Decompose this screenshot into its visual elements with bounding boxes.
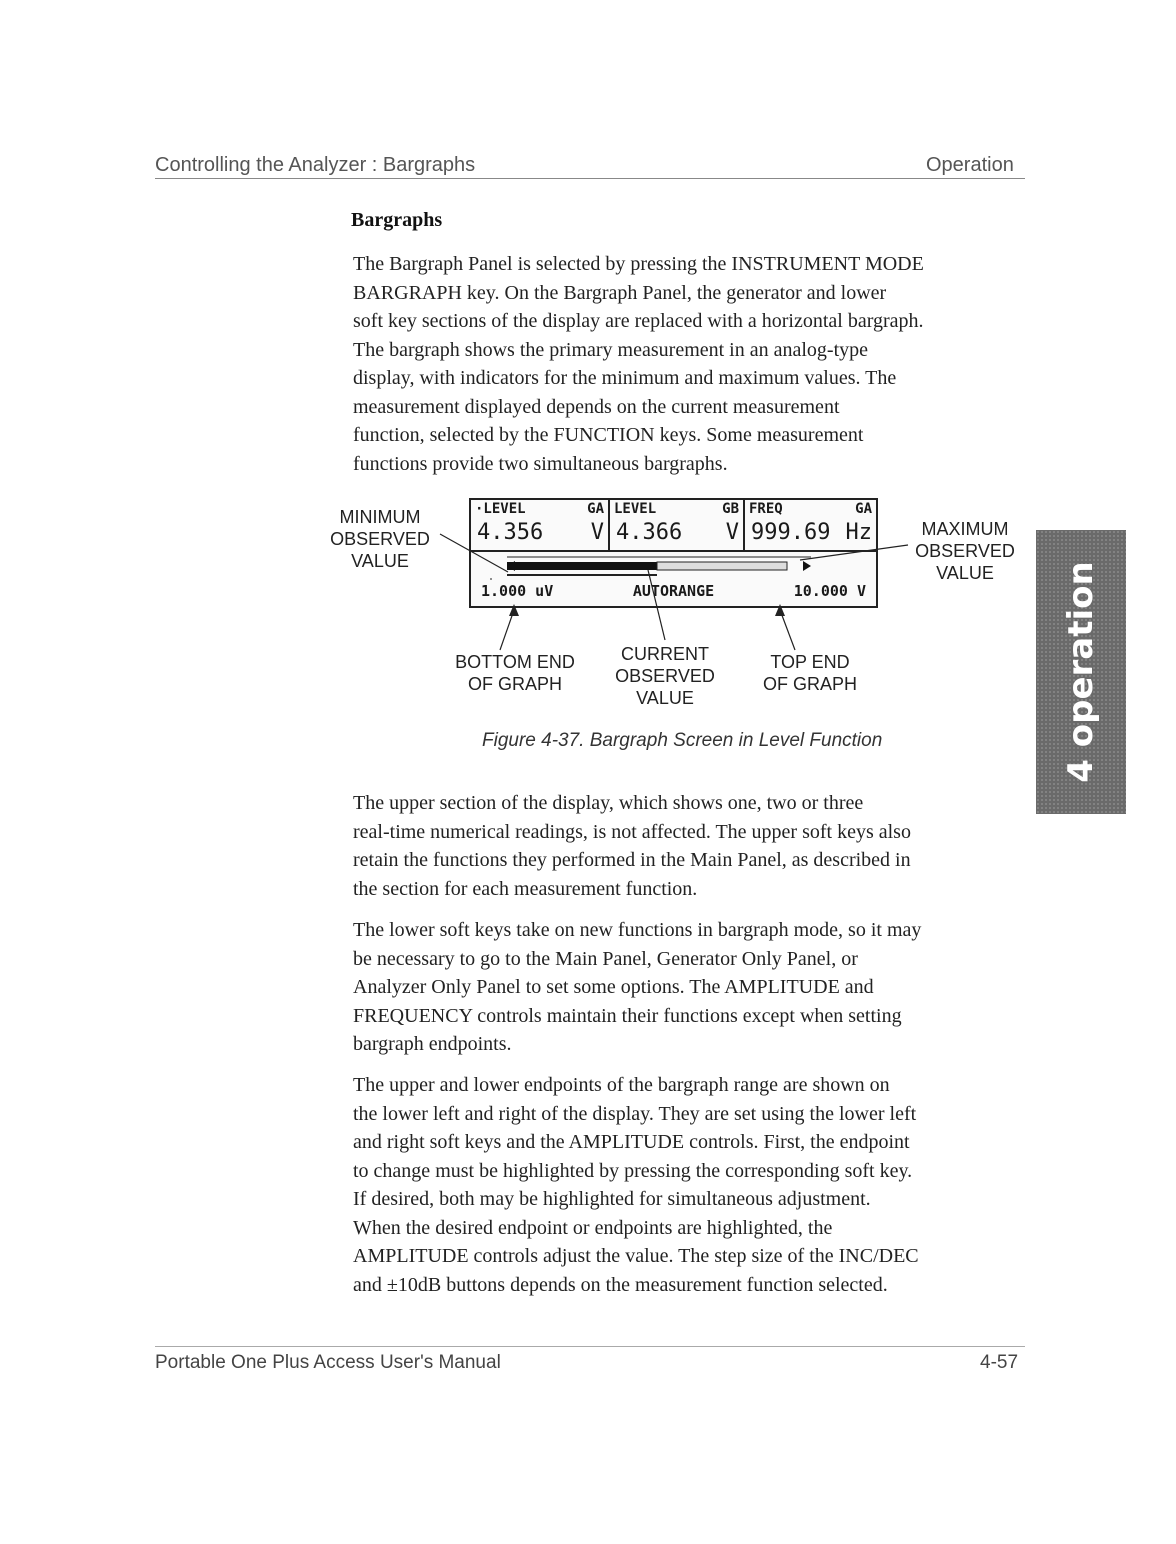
reading-level-ga: ·LEVEL GA 4.356 V: [471, 500, 610, 550]
paragraph-line: display, with indicators for the minimum and maximum values. The: [353, 367, 897, 389]
paragraph-line: bargraph endpoints.: [353, 1033, 512, 1055]
bottom-end-value: 1.000 uV: [481, 582, 554, 600]
footer-page-number: 4-57: [980, 1352, 1019, 1373]
paragraph-line: Analyzer Only Panel to set some options. The AMPLITUDE and: [353, 976, 874, 998]
autorange-indicator: AUTORANGE: [632, 582, 715, 600]
label-minimum-observed: MINIMUM OBSERVED VALUE: [330, 507, 430, 571]
paragraph-line: functions provide two simultaneous bargraphs.: [353, 452, 728, 475]
paragraph-line: the section for each measurement function.: [353, 877, 698, 900]
label-bottom-end: BOTTOM END OF GRAPH: [455, 652, 575, 694]
paragraph-line: FREQUENCY controls maintain their functions except when setting: [353, 1004, 902, 1027]
paragraph-line: BARGRAPH key. On the Bargraph Panel, the generator and lower: [353, 281, 887, 304]
top-end-value: 10.000 V: [793, 582, 866, 600]
paragraph-line: measurement displayed depends on the current measurement: [353, 395, 840, 418]
paragraph-upper-section: [353, 789, 1033, 903]
chapter-tab: [1036, 530, 1126, 814]
paragraph-endpoints: [353, 1071, 1033, 1299]
paragraph-line: the lower left and right of the display. They are set using the lower left: [353, 1102, 917, 1125]
paragraph-lower-soft-keys: [353, 916, 1033, 1059]
figure-caption: Figure 4-37. Bargraph Screen in Level Function: [482, 730, 883, 751]
paragraph-line: soft key sections of the display are replaced with a horizontal bargraph.: [353, 310, 924, 332]
running-header-section: Controlling the Analyzer : Bargraphs: [155, 154, 476, 176]
paragraph-line: The lower soft keys take on new functions in bargraph mode, so it may: [353, 919, 922, 941]
paragraph-line: The bargraph shows the primary measurement in an analog-type: [353, 338, 869, 361]
paragraph-line: The Bargraph Panel is selected by pressing the INSTRUMENT MODE: [353, 253, 924, 275]
figure-leader-lines: [0, 0, 1176, 760]
section-title: Bargraphs: [351, 209, 443, 231]
paragraph-line: be necessary to go to the Main Panel, Generator Only Panel, or: [353, 947, 858, 970]
paragraph-line: AMPLITUDE controls adjust the value. The step size of the INC/DEC: [353, 1245, 919, 1267]
paragraph-line: When the desired endpoint or endpoints are highlighted, the: [353, 1216, 833, 1239]
reading-level-gb: LEVEL GB 4.366 V: [610, 500, 745, 550]
paragraph-line: and right soft keys and the AMPLITUDE controls. First, the endpoint: [353, 1131, 910, 1153]
chapter-tab-label: 4 operation: [1061, 561, 1101, 783]
paragraph-line: The upper section of the display, which shows one, two or three: [353, 792, 864, 814]
footer-rule: [155, 1346, 1025, 1347]
paragraph-line: to change must be highlighted by pressing the corresponding soft key.: [353, 1159, 913, 1182]
label-maximum-observed: MAXIMUM OBSERVED VALUE: [915, 519, 1015, 583]
paragraph-line: retain the functions they performed in the Main Panel, as described in: [353, 849, 911, 871]
paragraph-line: real-time numerical readings, is not affected. The upper soft keys also: [353, 820, 911, 843]
minimum-leader: [440, 534, 508, 572]
reading-freq-ga: FREQ GA 999.69 Hz: [749, 501, 872, 545]
paragraph-line: and ±10dB buttons depends on the measurement function selected.: [353, 1273, 888, 1296]
label-top-end: TOP END OF GRAPH: [762, 652, 857, 694]
footer-manual-title: Portable One Plus Access User's Manual: [155, 1352, 501, 1373]
maximum-leader: [800, 545, 908, 560]
bottom-end-arrow: [509, 604, 519, 616]
paragraph-line: function, selected by the FUNCTION keys. Some measurement: [353, 424, 864, 446]
paragraph-line: The upper and lower endpoints of the bargraph range are shown on: [353, 1074, 890, 1096]
paragraph-line: If desired, both may be highlighted for simultaneous adjustment.: [353, 1188, 871, 1210]
top-end-arrow: [775, 604, 785, 616]
running-header-chapter: Operation: [926, 154, 1014, 176]
label-current-observed: CURRENT OBSERVED VALUE: [615, 644, 715, 708]
current-leader: [648, 570, 665, 640]
